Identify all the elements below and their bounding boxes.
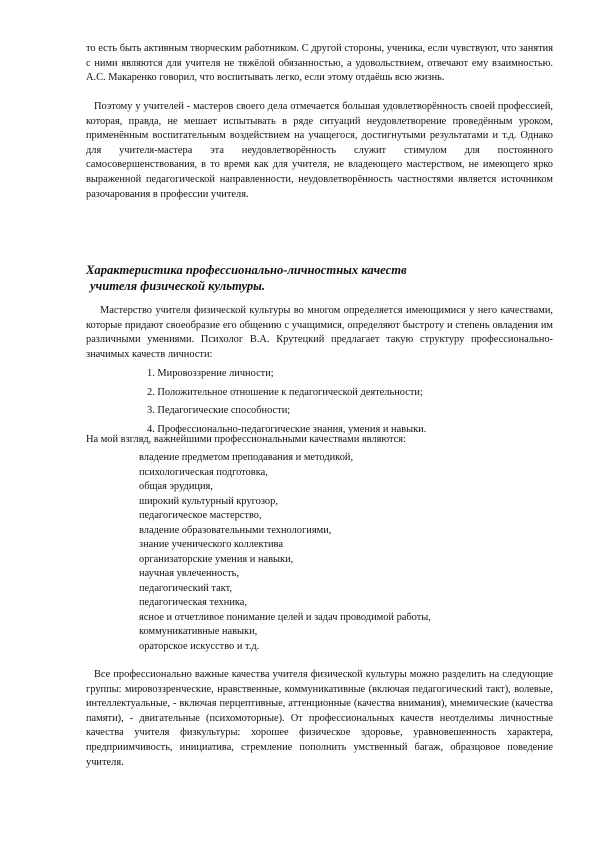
list-item: 3. Педагогические способности; — [147, 405, 291, 417]
list-item: 1. Мировоззрение личности; — [147, 368, 274, 379]
list-item: ясное и отчетливое понимание целей и задач проводимой работы, — [139, 611, 431, 623]
personality-structure-list — [147, 367, 426, 441]
list-item: педагогическое мастерство, — [139, 510, 262, 521]
list-item: коммуникативные навыки, — [139, 626, 258, 637]
paragraph-makarenko: то есть быть активным творческим работником. С другой стороны, ученика, если чувствуют, что занятия с ними являются для учителя не тяжёлой обязанностью, а удовольствием, отвечают ему взаимностью. А.С. Макаренко говорил, что воспитывать легко, если этому отдаёшь всю жизнь. — [86, 43, 553, 84]
list-item: педагогический такт, — [139, 582, 232, 594]
list-item: общая эрудиция, — [139, 481, 213, 492]
list-item: педагогическая техника, — [139, 597, 247, 608]
list-item: владение образовательными технологиями, — [139, 524, 332, 536]
paragraph-krutetsky: Мастерство учителя физической культуры во многом определяется имеющимися у него качествами, которые придают своеобразие его общению с учащимися, определяют быстроту и степень овладения им различными умениями. Психолог В.А. Крутецкий предлагает такую структуру профессионально-значимых качеств личности: — [86, 305, 553, 360]
paragraph-teacher-satisfaction: Поэтому у учителей - мастеров своего дела отмечается большая удовлетворённость своей профессией, которая, правда, не мешает испытывать в ряде ситуаций неудовлетворение проведённым уроком, применённым воспитательным воздействием на учащегося, достигнутыми результатами и т.д. Однако для учителя-мастера эта неудовлетворённость служит стимулом для постоянного самосовершенствования, в то время как для учителя, не владеющего мастерством, не имеющего ярко выраженной педагогической направленности, неудовлетворённость частностями является источником разочарования в профессии учителя. — [86, 101, 553, 200]
list-item: 2. Положительное отношение к педагогической деятельности; — [147, 386, 423, 398]
paragraph-quality-groups: Все профессионально важные качества учителя физической культуры можно разделить на следующие группы: мировоззренческие, нравственные, коммуникативные (включая педагогический такт), волевые, интеллектуальные, - включая перцептивные, аттенционные (качества внимания), мнемические (качества памяти), - двигательные (психомоторные). От профессиональных качеств неотделимы личностные качества учителя физкультуры: хорошее физическое здоровье, уравновешенность характера, предприимчивость, инициатива, стремление пополнить умственный багаж, образцовое поведение учителя. — [86, 669, 553, 768]
section-heading — [86, 262, 553, 294]
section-heading-line-1: Характеристика профессионально-личностных качеств — [86, 263, 407, 277]
opinion-intro: На мой взгляд, важнейшими профессиональными качествами являются: — [86, 434, 406, 445]
list-item: научная увлеченность, — [139, 568, 240, 579]
qualities-list — [139, 451, 431, 654]
list-item: психологическая подготовка, — [139, 466, 268, 478]
list-item: знание ученического коллектива — [139, 539, 283, 550]
list-item: 4. Профессионально-педагогические знания, умения и навыки. — [147, 423, 427, 435]
list-item: владение предметом преподавания и методикой, — [139, 452, 354, 463]
list-item: организаторские умения и навыки, — [139, 553, 294, 565]
list-item: широкий культурный кругозор, — [139, 495, 278, 507]
section-heading-line-2: учителя физической культуры. — [90, 279, 266, 293]
list-item: ораторское искусство и т.д. — [139, 640, 260, 652]
